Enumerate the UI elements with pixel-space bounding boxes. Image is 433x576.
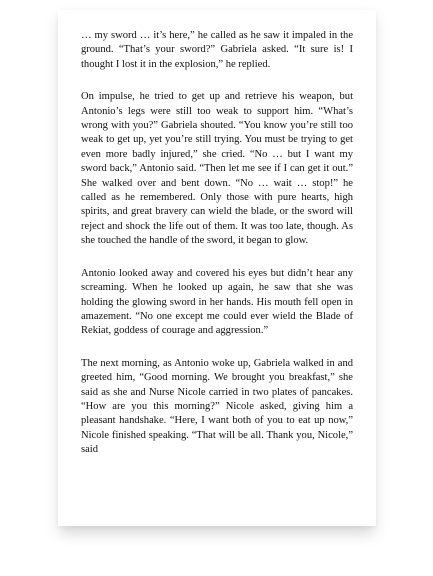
paragraph-3: Antonio looked away and covered his eyes but didn’t hear any screaming. When he looked up again, he saw that she was holding the glowing sword in her hands. His mouth fell open in amazement. “No one except me could ever wield the Blade of Rekiat, goddess of courage and aggression.”	[81, 267, 353, 337]
document-page	[58, 10, 376, 526]
paragraph-1: … my sword … it’s here,” he called as he saw it impaled in the ground. “That’s your sword?” Gabriela asked. “It sure is! I thought I lost it in the explosion,” he replied.	[81, 30, 353, 70]
paragraph-4: The next morning, as Antonio woke up, Gabriela walked in and greeted him, “Good morning. We brought you breakfast,” she said as she and Nurse Nicole carried in two plates of pancakes. “How are you this morning?” Nicole asked, giving him a pleasant handshake. “Here, I want both of you to eat up now,” Nicole finished speaking. “That will be all. Thank you, Nicole,” said	[81, 357, 353, 456]
paragraph-2: On impulse, he tried to get up and retrieve his weapon, but Antonio’s legs were still too weak to support him. “What’s wrong with you?” Gabriela shouted. “You know you’re still too weak to get up, yet you’re still trying. You must be trying to get even more badly injured,” she cried. “No … but I want my sword back,” Antonio said. “Then let me see if I can get it out.” She walked over and bent down. “No … wait … stop!” he called as he remembered. Only those with pure hearts, high spirits, and great bravery can wield the blade, or the sword will reject and shock the life out of them. It was too late, though. As she touched the handle of the sword, it began to glow.	[81, 91, 353, 247]
